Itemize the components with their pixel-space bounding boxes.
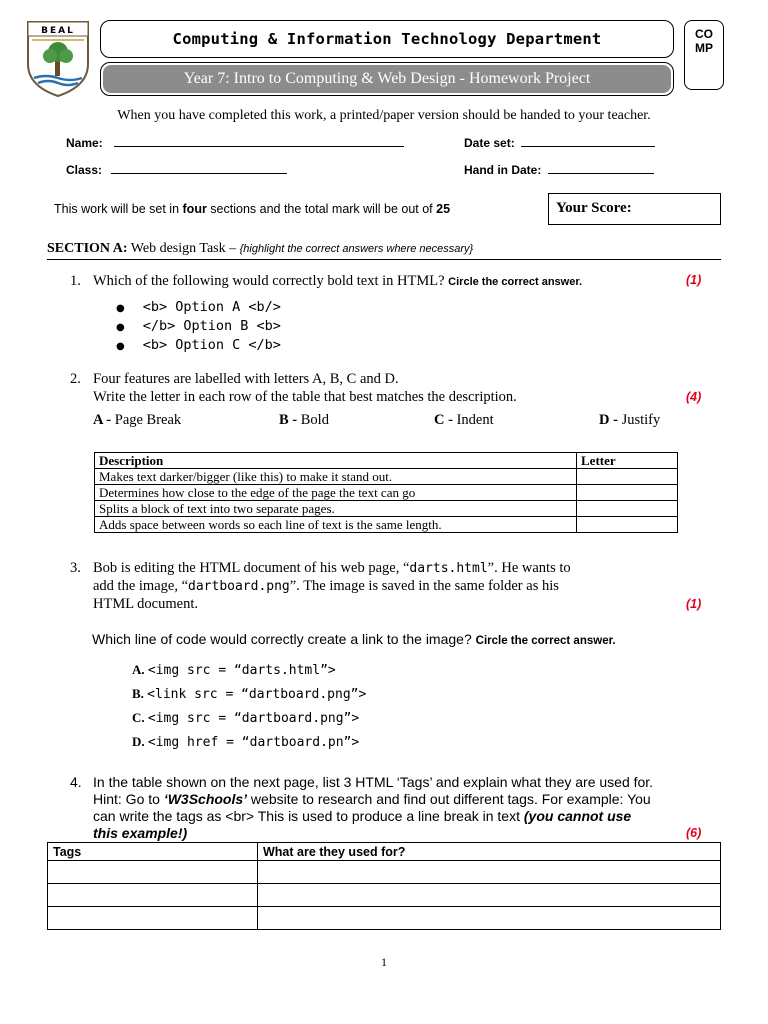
question-4-mark: (6) (686, 826, 702, 840)
table-header-row (48, 843, 721, 861)
question-2-number: 2. (70, 371, 81, 387)
q3-l1-text-c: ”. He wants to (487, 560, 571, 576)
q3-option-d-letter: D. (132, 734, 145, 749)
q1-option-c-code: <b> Option C </b> (142, 337, 281, 353)
q4-line-2-a: Hint: Go to (93, 791, 164, 807)
tag-answer-cell[interactable] (48, 884, 258, 907)
q3-l2-text-a: add the image, “ (93, 578, 189, 594)
letter-answer-cell[interactable] (577, 485, 678, 501)
q3-option-d[interactable] (132, 734, 359, 750)
tag-answer-cell[interactable] (48, 861, 258, 884)
q3-option-d-code: <img href = “dartboard.pn”> (147, 735, 360, 750)
q4-line-2 (93, 791, 723, 808)
subject-code-line1: CO (695, 27, 713, 41)
name-field[interactable] (66, 136, 404, 150)
description-cell: Adds space between words so each line of text is the same length. (95, 517, 577, 533)
question-4-number: 4. (70, 774, 82, 790)
summary-text-1: This work will be set in (54, 202, 183, 216)
department-title: Computing & Information Technology Department (172, 30, 602, 48)
feature-d (599, 411, 660, 429)
feature-c-name: Indent (452, 412, 494, 428)
table-row (95, 501, 678, 517)
question-1-mark: (1) (686, 273, 702, 287)
subject-code-box (684, 20, 724, 90)
description-cell: Makes text darker/bigger (like this) to make it stand out. (95, 469, 577, 485)
q4-warning-a: (you cannot use (523, 808, 632, 824)
q3-option-b-letter: B. (132, 686, 144, 701)
letter-answer-cell[interactable] (577, 501, 678, 517)
description-cell: Determines how close to the edge of the page the text can go (95, 485, 577, 501)
q3-option-c[interactable] (132, 710, 359, 726)
svg-text:BEAL: BEAL (41, 26, 75, 36)
q3-option-b[interactable] (132, 686, 366, 702)
q3-instruction: Circle the correct answer. (475, 635, 616, 647)
letter-header: Letter (577, 453, 678, 469)
feature-a-name: Page Break (111, 412, 182, 428)
question-4-text (93, 774, 723, 842)
section-a-note: {highlight the correct answers where necessary} (239, 243, 474, 255)
q3-filename-html: darts.html (409, 561, 488, 576)
subject-code-line2: MP (695, 41, 713, 55)
score-label: Your Score: (556, 200, 632, 216)
q4-w3schools: ‘W3Schools’ (163, 791, 248, 807)
usage-answer-cell[interactable] (258, 861, 721, 884)
q3-option-c-code: <img src = “dartboard.png”> (147, 711, 360, 726)
q4-line-4 (93, 825, 723, 842)
class-label: Class: (66, 163, 103, 177)
tag-answer-cell[interactable] (48, 907, 258, 930)
q3-option-a-letter: A. (132, 662, 145, 677)
project-title-banner (100, 62, 674, 96)
q3-option-b-code: <link src = “dartboard.png”> (147, 687, 367, 702)
question-3-mark: (1) (686, 597, 702, 611)
q3-option-c-letter: C. (132, 710, 145, 725)
feature-b-name: Bold (297, 412, 329, 428)
q1-option-b[interactable]: ● </b> Option B <b> (116, 318, 281, 334)
q4-line-3 (93, 808, 723, 825)
class-blank-line[interactable] (111, 173, 287, 174)
question-1-number: 1. (70, 273, 81, 289)
question-1-prompt: Which of the following would correctly bold text in HTML? (93, 273, 445, 289)
question-3-prompt (92, 631, 616, 647)
project-title: Year 7: Intro to Computing & Web Design - Homework Project (103, 65, 671, 93)
hand-in-field[interactable] (464, 163, 654, 177)
table-row (95, 469, 678, 485)
q3-option-a-code: <img src = “darts.html”> (147, 663, 336, 678)
tags-header: Tags (48, 843, 258, 861)
question-3-line-2 (93, 577, 559, 596)
feature-c (434, 411, 494, 429)
q1-option-b-code: </b> Option B <b> (142, 318, 281, 334)
table-row (95, 517, 678, 533)
description-cell: Splits a block of text into two separate pages. (95, 501, 577, 517)
intro-instruction: When you have completed this work, a printed/paper version should be handed to your teacher. (117, 108, 651, 123)
score-box[interactable] (548, 193, 721, 225)
letter-answer-cell[interactable] (577, 469, 678, 485)
q3-option-a[interactable] (132, 662, 336, 678)
question-2-line-1: Four features are labelled with letters A, B, C and D. (93, 371, 399, 387)
feature-a (93, 411, 181, 429)
marks-summary (54, 202, 450, 216)
question-2-line-2: Write the letter in each row of the table that best matches the description. (93, 389, 517, 405)
date-set-label: Date set: (464, 136, 515, 150)
feature-b-letter: B - (279, 412, 298, 428)
section-a-title: Web design Task – (127, 241, 240, 256)
q4-line-1: In the table shown on the next page, list 3 HTML ‘Tags’ and explain what they are used for. (93, 774, 654, 790)
name-label: Name: (66, 136, 103, 150)
hand-in-blank-line[interactable] (548, 173, 654, 174)
question-3-number: 3. (70, 560, 81, 576)
table-row (95, 485, 678, 501)
q4-line-2-c: website to research and find out different tags. For example: You (247, 791, 651, 807)
q3-l2-text-c: ”. The image is saved in the same folder as his (289, 578, 559, 594)
summary-text-2: sections and the total mark will be out of (206, 202, 437, 216)
q3-l1-text-a: Bob is editing the HTML document of his web page, “ (93, 560, 410, 576)
letter-answer-cell[interactable] (577, 517, 678, 533)
name-blank-line[interactable] (114, 146, 404, 147)
school-crest-logo (26, 20, 90, 98)
usage-header: What are they used for? (258, 843, 721, 861)
table-row (48, 884, 721, 907)
section-a-label: SECTION A: (47, 241, 128, 256)
table-row (48, 907, 721, 930)
usage-answer-cell[interactable] (258, 884, 721, 907)
hand-in-label: Hand in Date: (464, 163, 542, 177)
feature-d-letter: D - (599, 412, 618, 428)
date-set-field[interactable] (464, 136, 655, 150)
department-banner (100, 20, 674, 58)
summary-total-mark: 25 (436, 202, 451, 216)
q3-filename-png: dartboard.png (188, 579, 290, 594)
q1-option-c[interactable]: ● <b> Option C </b> (116, 337, 281, 353)
usage-answer-cell[interactable] (258, 907, 721, 930)
q4-line-3-a: can write the tags as <br> This is used to produce a line break in text (93, 808, 524, 824)
feature-d-name: Justify (617, 412, 661, 428)
question-3-line-3: HTML document. (93, 596, 198, 612)
feature-b (279, 411, 329, 429)
q4-warning-b: this example!) (93, 825, 188, 841)
q1-option-a-code: <b> Option A <b/> (142, 299, 281, 315)
page-number: 1 (381, 955, 387, 969)
description-header: Description (95, 453, 577, 469)
question-2-mark: (4) (686, 390, 702, 404)
table-row (48, 861, 721, 884)
question-3-line-1 (93, 559, 571, 578)
summary-sections-count: four (182, 202, 207, 216)
date-set-blank-line[interactable] (521, 146, 655, 147)
feature-c-letter: C - (434, 412, 453, 428)
section-a-heading (47, 241, 721, 260)
html-tags-table (47, 842, 721, 930)
class-field[interactable] (66, 163, 287, 177)
q3-question-text: Which line of code would correctly create a link to the image? (92, 631, 472, 647)
table-header-row (95, 453, 678, 469)
feature-a-letter: A - (93, 412, 112, 428)
q1-option-a[interactable]: ● <b> Option A <b/> (116, 299, 281, 315)
feature-matching-table (94, 452, 678, 533)
question-1-instruction: Circle the correct answer. (448, 276, 583, 288)
question-1-text (93, 272, 582, 291)
